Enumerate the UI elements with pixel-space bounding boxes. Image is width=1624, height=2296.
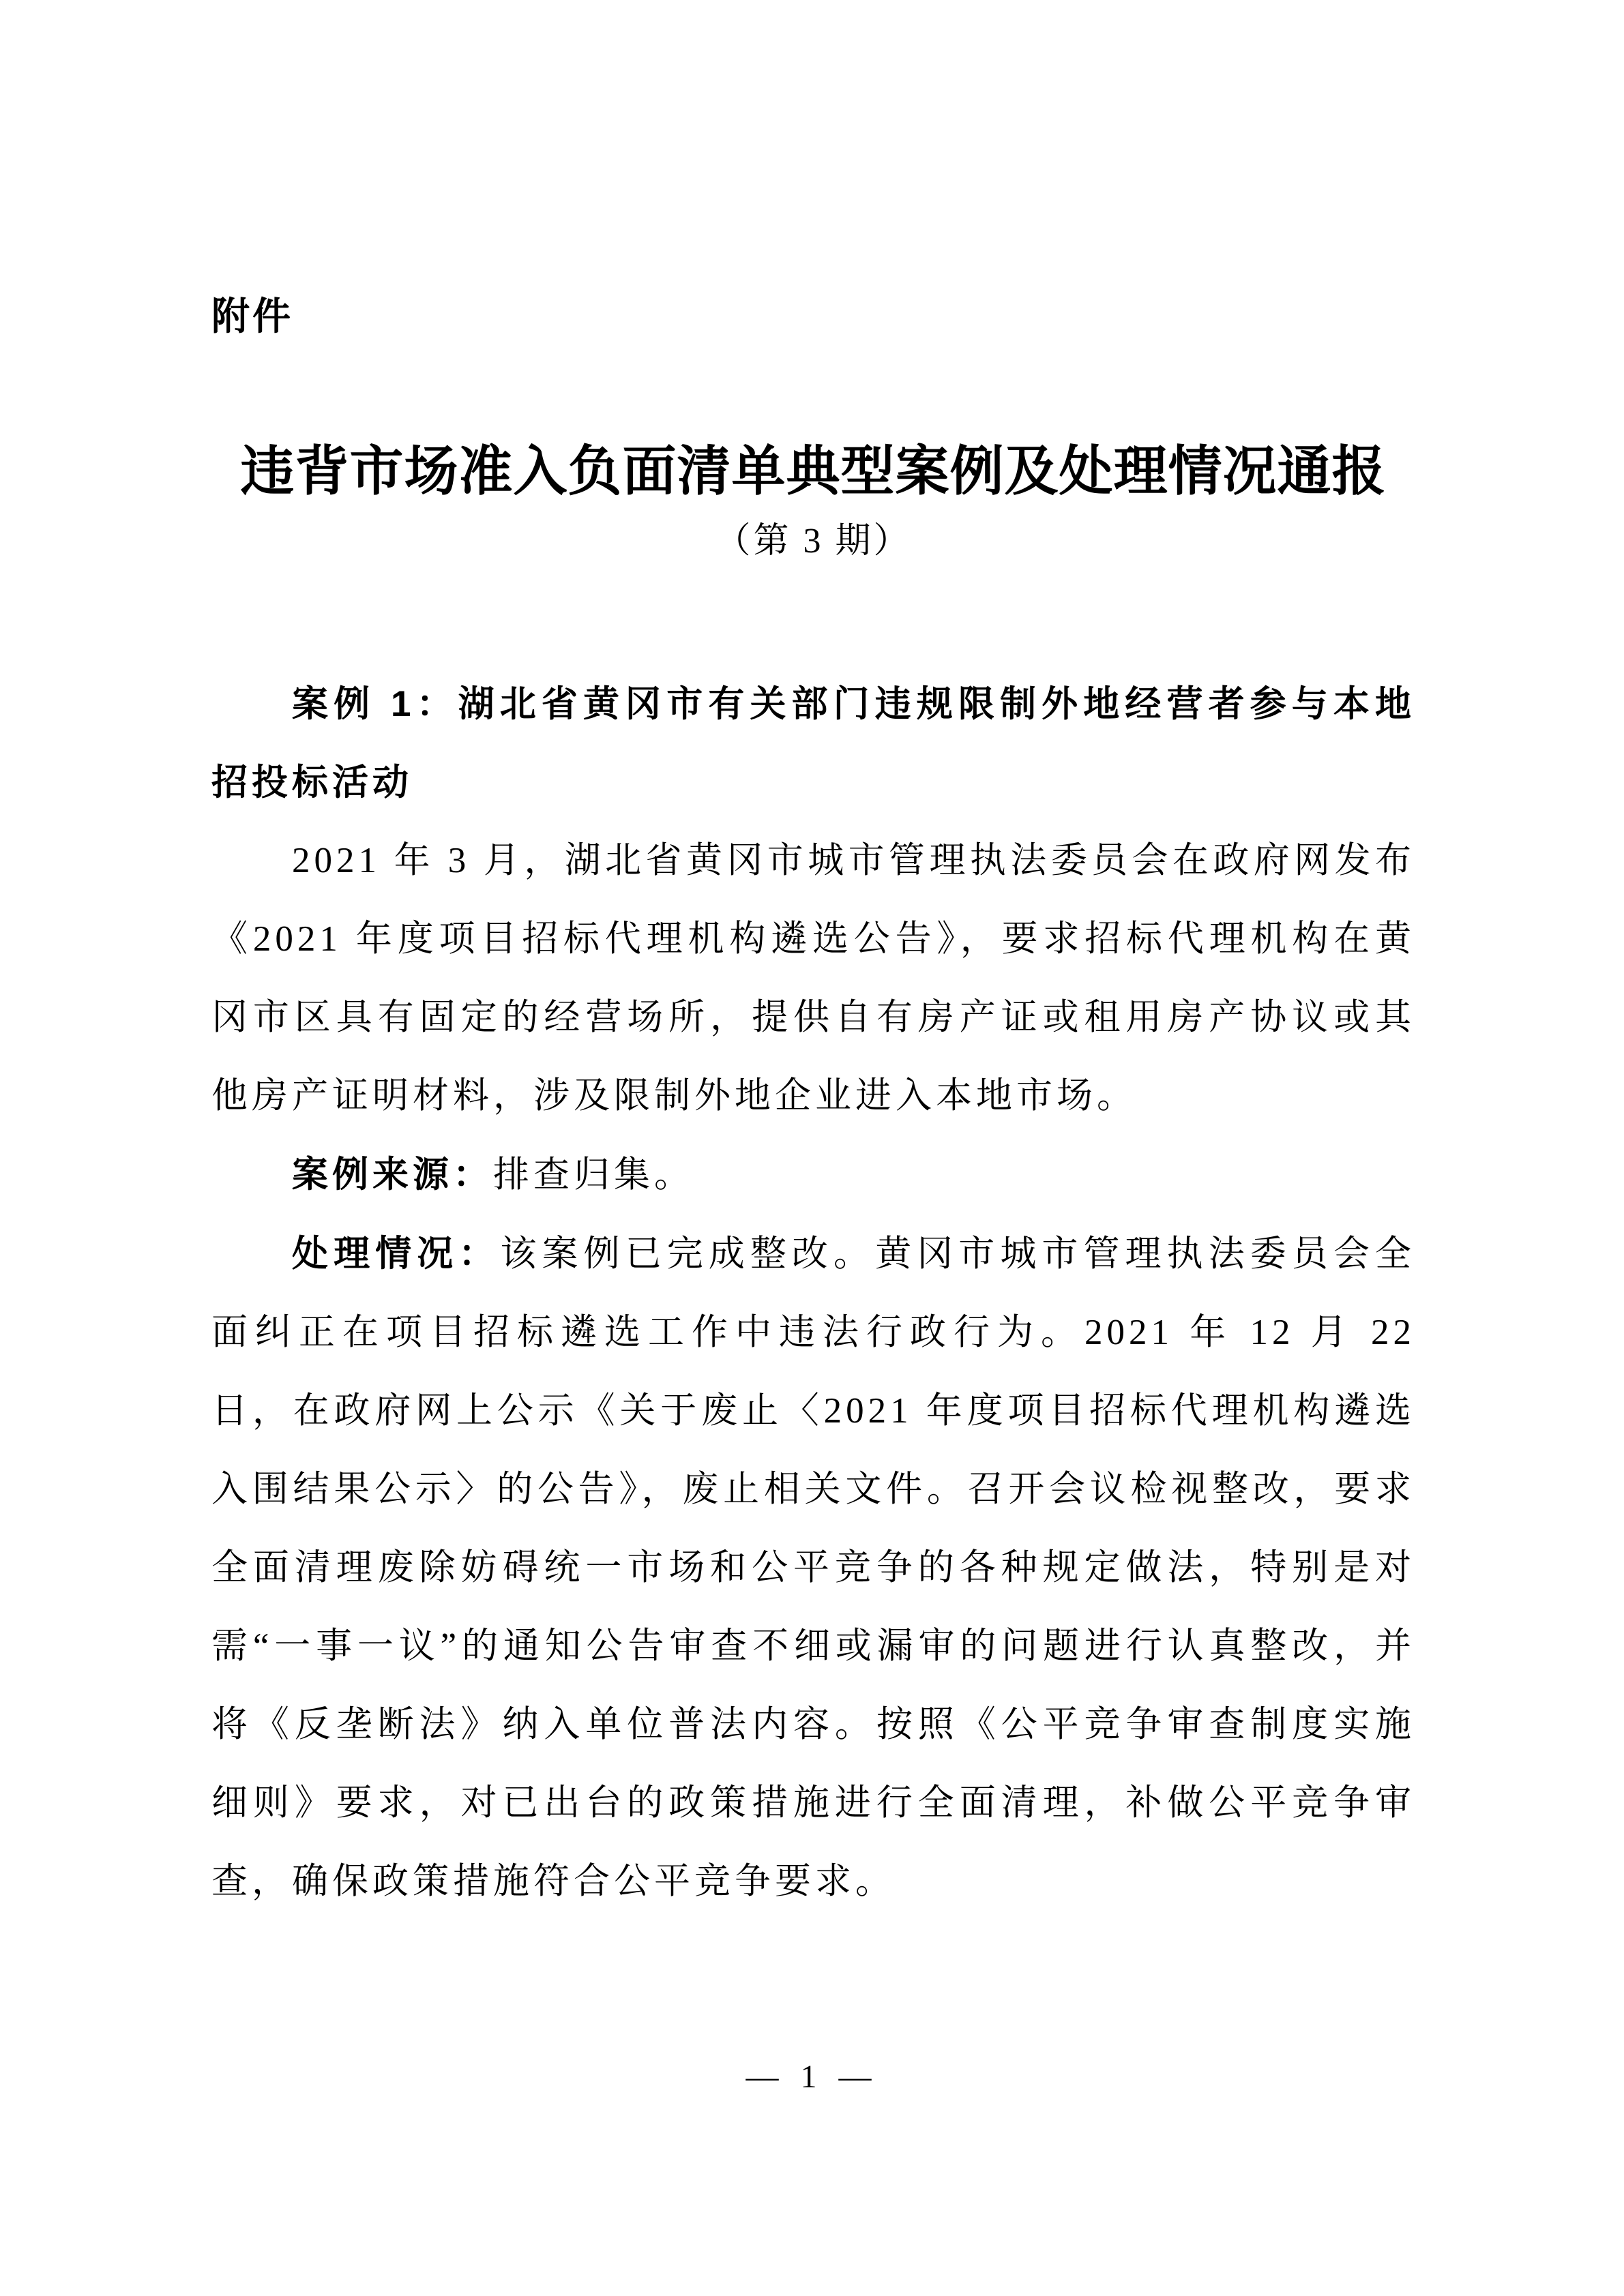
document-title: 违背市场准入负面清单典型案例及处理情况通报	[240, 441, 1387, 501]
issue-number: （第 3 期）	[715, 521, 912, 561]
attachment-label: 附件	[211, 295, 293, 338]
case-1-source-paragraph	[211, 1135, 1415, 1214]
case-handling-label: 处理情况：	[292, 1234, 501, 1274]
case-source-label: 案例来源：	[292, 1154, 493, 1195]
case-1-background-paragraph: 2021 年 3 月，湖北省黄冈市城市管理执法委员会在政府网发布《2021 年度项目招标代理机构遴选公告》，要求招标代理机构在黄冈市区具有固定的经营场所，提供自有房产证或租用房产协议或其他房产证明材料，涉及限制外地企业进入本地市场。	[211, 841, 1415, 1116]
page-number: — 1 —	[745, 2059, 879, 2096]
case-handling-text: 该案例已完成整改。黄冈市城市管理执法委员会全面纠正在项目招标遴选工作中违法行政行为。2021 年 12 月 22 日，在政府网上公示《关于废止〈2021 年度项目招标代理机构遴选入围结果公示〉的公告》，废止相关文件。召开会议检视整改，要求全面清理废除妨碍统一市场和公平竞争的各种规定做法，特别是对需“一事一议”的通知公告审查不细或漏审的问题进行认真整改，并将《反垄断法》纳入单位普法内容。按照《公平竞争审查制度实施细则》要求，对已出台的政策措施进行全面清理，补做公平竞争审查，确保政策措施符合公平竞争要求。	[211, 1234, 1416, 1902]
case-1-heading: 案例 1：湖北省黄冈市有关部门违规限制外地经营者参与本地招投标活动	[211, 684, 1415, 803]
case-source-text: 排查归集。	[493, 1155, 694, 1195]
case-1-handling-paragraph	[211, 1214, 1415, 1921]
